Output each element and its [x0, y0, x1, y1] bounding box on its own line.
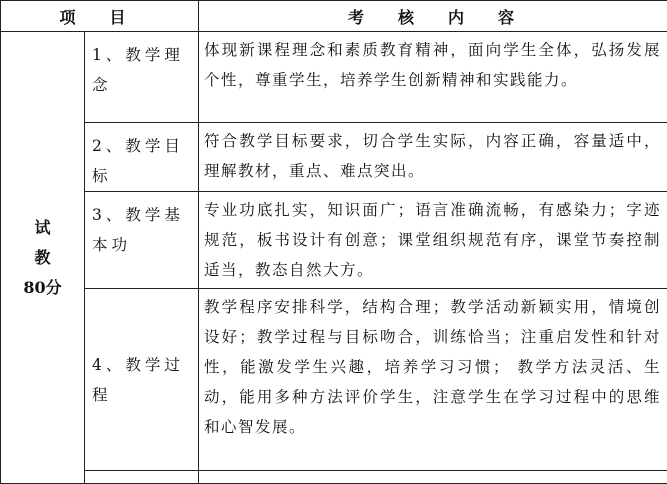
item-content: 教学程序安排科学，结构合理；教学活动新颖实用，情境创设好；教学过程与目标吻合，训练恰当；注重启发性和针对性，能激发学生兴趣，培养学习习惯； 教学方法灵活、生动，能用多种方法评价学生，注意学生在学习过程中的思维和心智发展。 — [199, 289, 667, 471]
header-item-label: 项目 — [1, 1, 199, 32]
table-row-partial — [1, 471, 667, 484]
empty-cell — [85, 471, 199, 484]
table-row — [1, 123, 667, 192]
item-label: 2、教学目标 — [85, 123, 199, 192]
table-row — [1, 192, 667, 289]
item-content: 符合教学目标要求，切合学生实际，内容正确，容量适中，理解教材，重点、难点突出。 — [199, 123, 667, 192]
category-line-1: 试 — [1, 213, 84, 243]
item-label: 1、教学理念 — [85, 32, 199, 123]
item-content: 体现新课程理念和素质教育精神，面向学生全体，弘扬发展个性，尊重学生，培养学生创新精神和实践能力。 — [199, 32, 667, 123]
header-row — [1, 1, 667, 32]
table-row — [1, 32, 667, 123]
category-cell — [1, 32, 85, 484]
empty-cell — [199, 471, 667, 484]
item-label: 4、教学过程 — [85, 289, 199, 471]
category-line-2: 教 — [1, 243, 84, 273]
table-row — [1, 289, 667, 471]
item-label: 3、教学基本功 — [85, 192, 199, 289]
category-line-3: 80分 — [1, 273, 84, 303]
header-content-label: 考核内容 — [199, 1, 667, 32]
item-content: 专业功底扎实，知识面广；语言准确流畅，有感染力；字迹规范，板书设计有创意；课堂组织规范有序，课堂节奏控制适当，教态自然大方。 — [199, 192, 667, 289]
